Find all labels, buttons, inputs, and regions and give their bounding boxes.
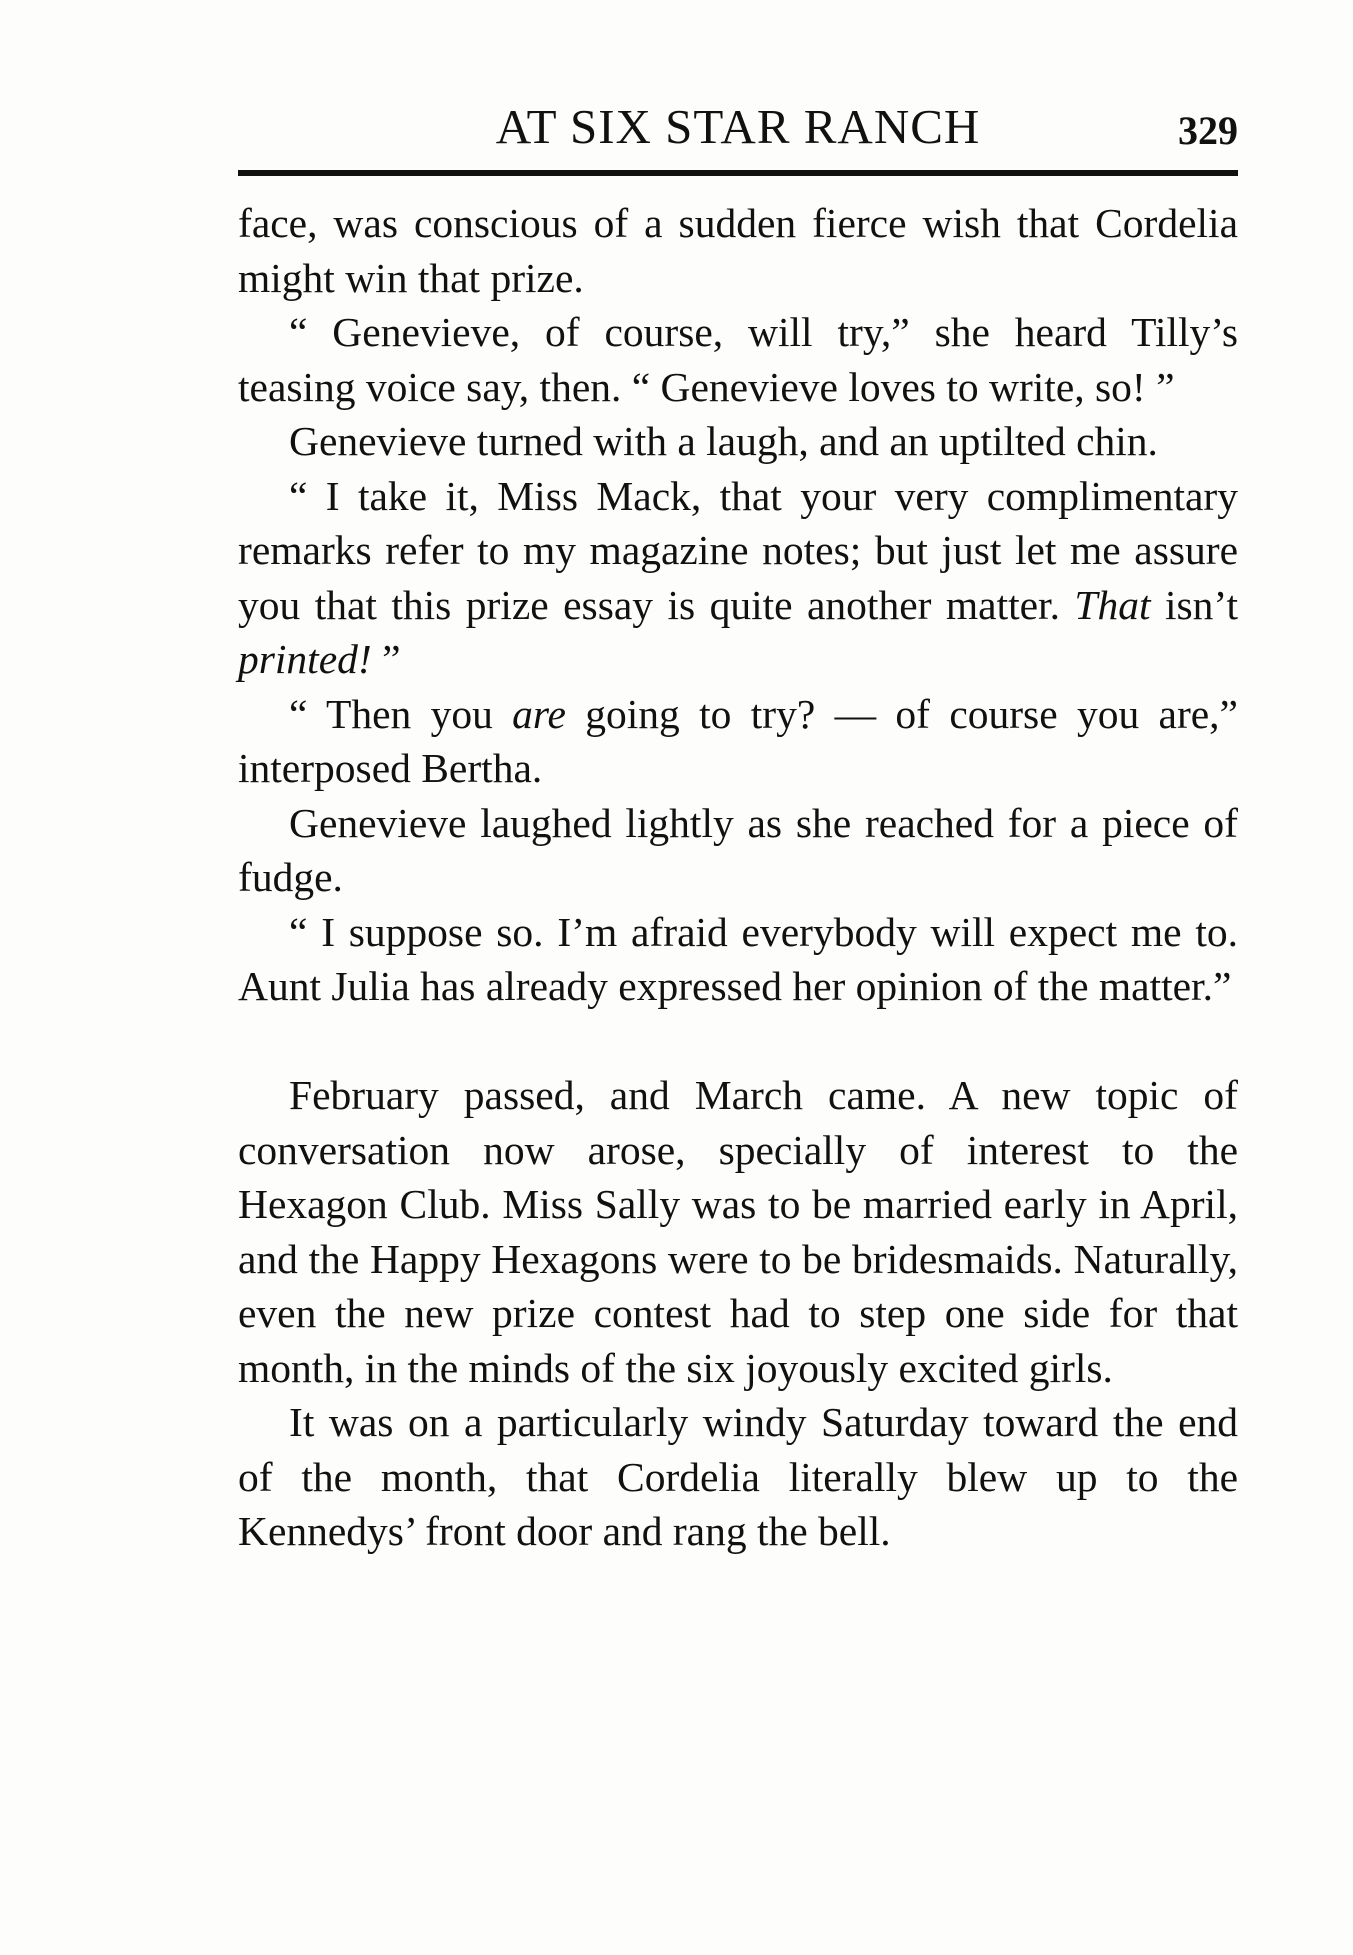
page-number: 329	[1178, 108, 1238, 153]
text-run: ”	[371, 636, 401, 682]
paragraph: February passed, and March came. A new topic of conversation now arose, specially of interest to the Hexagon Club. Miss Sally was to be married early in April, and the Happy Hexagons were to be bridesmaids. Naturally, even the new prize contest had to step one side for that month, in the minds of the six joyously excited girls.	[238, 1072, 1238, 1391]
paragraph	[238, 687, 1238, 796]
body-text	[238, 196, 1238, 1559]
text-run: “ I take it, Miss Mack, that your very complimentary remarks refer to my magazine notes; but just let me assure you that this prize essay is quite another matter.	[238, 472, 1238, 628]
italic-text: printed!	[238, 636, 372, 682]
text-run: going to try? — of course you are,” interposed Bertha.	[238, 690, 1238, 791]
paragraph: Genevieve turned with a laugh, and an uptilted chin.	[289, 418, 1158, 464]
paragraph: Genevieve laughed lightly as she reached for a piece of fudge.	[238, 799, 1238, 900]
text-run: “ Then you	[289, 690, 513, 737]
paragraph: “ Genevieve, of course, will try,” she heard Tilly’s teasing voice say, then. “ Genevieve loves to write, so! ”	[238, 309, 1238, 410]
text-run: isn’t	[1150, 581, 1239, 628]
italic-text: are	[512, 690, 566, 737]
paragraph	[238, 469, 1238, 687]
page-header	[238, 92, 1238, 162]
running-title: AT SIX STAR RANCH	[495, 99, 981, 154]
paragraph: face, was conscious of a sudden fierce wish that Cordelia might win that prize.	[238, 200, 1238, 301]
header-rule	[238, 170, 1238, 176]
paragraph: “ I suppose so. I’m afraid everybody will expect me to. Aunt Julia has already expressed her opinion of the matter.”	[238, 908, 1238, 1009]
paragraph: It was on a particularly windy Saturday toward the end of the month, that Cordelia literally blew up to the Kennedys’ front door and rang the bell.	[238, 1399, 1238, 1554]
italic-text: That	[1074, 581, 1151, 628]
